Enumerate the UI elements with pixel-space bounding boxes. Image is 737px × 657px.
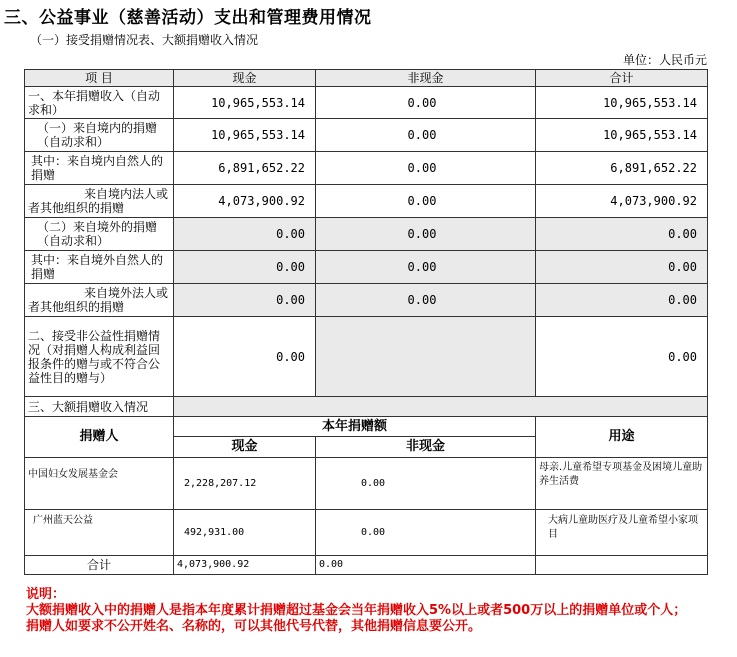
amount-header: 本年捐赠额: [174, 417, 536, 437]
row-label: 一、本年捐赠收入（自动求和）: [25, 87, 174, 119]
notes-heading: 说明：: [26, 587, 66, 602]
cash-value: 0.00: [174, 218, 316, 251]
large-donation-title: 三、大额捐赠收入情况: [25, 397, 174, 417]
table-row: [25, 251, 708, 284]
table-row: [25, 317, 708, 397]
total-value: 10,965,553.14: [536, 119, 708, 152]
total-value: 0.00: [536, 317, 708, 397]
notes-line-2: 捐赠人如要求不公开姓名、名称的，可以其他代号代替，其他捐赠信息要公开。: [26, 619, 482, 634]
total-value: 6,891,652.22: [536, 152, 708, 185]
cash-value: 10,965,553.14: [174, 87, 316, 119]
cash-value: 10,965,553.14: [174, 119, 316, 152]
donation-table: [24, 69, 708, 575]
noncash-header: 非现金: [316, 437, 536, 458]
usage-text: 母亲.儿童希望专项基金及困境儿童助养生活费: [536, 458, 708, 510]
col-header-noncash: 非现金: [316, 70, 536, 87]
cash-value: 0.00: [174, 251, 316, 284]
cash-value: 4,073,900.92: [174, 185, 316, 218]
noncash-value: 0.00: [316, 510, 536, 556]
table-row: [25, 185, 708, 218]
row-label: 二、接受非公益性捐赠情况（对捐赠人构成利益回报条件的赠与或不符合公益性目的赠与）: [25, 317, 174, 397]
notes-line-1: 大额捐赠收入中的捐赠人是指本年度累计捐赠超过基金会当年捐赠收入5%以上或者500万以上的捐赠单位或个人；: [26, 603, 687, 618]
total-value: 0.00: [536, 218, 708, 251]
col-header-total: 合计: [536, 70, 708, 87]
noncash-value: 0.00: [316, 458, 536, 510]
page-subtitle: （一）接受捐赠情况表、大额捐赠收入情况: [30, 33, 259, 47]
cash-header: 现金: [174, 437, 316, 458]
usage-header: 用途: [536, 417, 708, 458]
cash-value: 492,931.00: [174, 510, 316, 556]
page-title: 三、公益事业（慈善活动）支出和管理费用情况: [4, 8, 372, 28]
currency-unit: 单位：人民币元: [622, 53, 707, 67]
cash-value: 0.00: [174, 284, 316, 317]
table-row: [25, 218, 708, 251]
total-value: 4,073,900.92: [536, 185, 708, 218]
table-row: [25, 556, 708, 575]
row-label: （二）来自境外的捐赠（自动求和）: [25, 218, 174, 251]
row-label: 来自境内法人或者其他组织的捐赠: [28, 187, 169, 215]
total-value: 10,965,553.14: [536, 87, 708, 119]
donor-header: 捐赠人: [25, 417, 174, 458]
row-label: 其中：来自境内自然人的捐赠: [25, 152, 174, 185]
noncash-value: 0.00: [316, 185, 536, 218]
row-label: 其中：来自境外自然人的捐赠: [25, 251, 174, 284]
table-row: [25, 510, 708, 556]
noncash-value: 0.00: [316, 152, 536, 185]
table-row: [25, 284, 708, 317]
total-value: 0.00: [536, 251, 708, 284]
table-row: [25, 417, 708, 437]
noncash-value: 0.00: [316, 556, 536, 575]
col-header-item: 项 目: [25, 70, 174, 87]
table-row: [25, 458, 708, 510]
table-row: [25, 87, 708, 119]
usage-text: 大病儿童助医疗及儿童希望小家项目: [536, 510, 708, 556]
col-header-cash: 现金: [174, 70, 316, 87]
sum-label: 合计: [25, 556, 174, 575]
donor-name: 广州蓝天公益: [25, 510, 174, 556]
noncash-value: 0.00: [316, 251, 536, 284]
table-header-row: [25, 70, 708, 87]
noncash-value: 0.00: [316, 218, 536, 251]
cash-value: 2,228,207.12: [174, 458, 316, 510]
table-row: [25, 152, 708, 185]
row-label: 来自境外法人或者其他组织的捐赠: [28, 286, 169, 314]
row-label: （一）来自境内的捐赠（自动求和）: [25, 119, 174, 152]
table-row: [25, 119, 708, 152]
notes-section: [26, 587, 716, 635]
cash-value: 6,891,652.22: [174, 152, 316, 185]
table-row: [25, 397, 708, 417]
total-value: 0.00: [536, 284, 708, 317]
noncash-value: 0.00: [316, 87, 536, 119]
cash-value: 0.00: [174, 317, 316, 397]
noncash-value: 0.00: [316, 119, 536, 152]
noncash-value: 0.00: [316, 284, 536, 317]
donor-name: 中国妇女发展基金会: [25, 458, 174, 510]
cash-value: 4,073,900.92: [174, 556, 316, 575]
